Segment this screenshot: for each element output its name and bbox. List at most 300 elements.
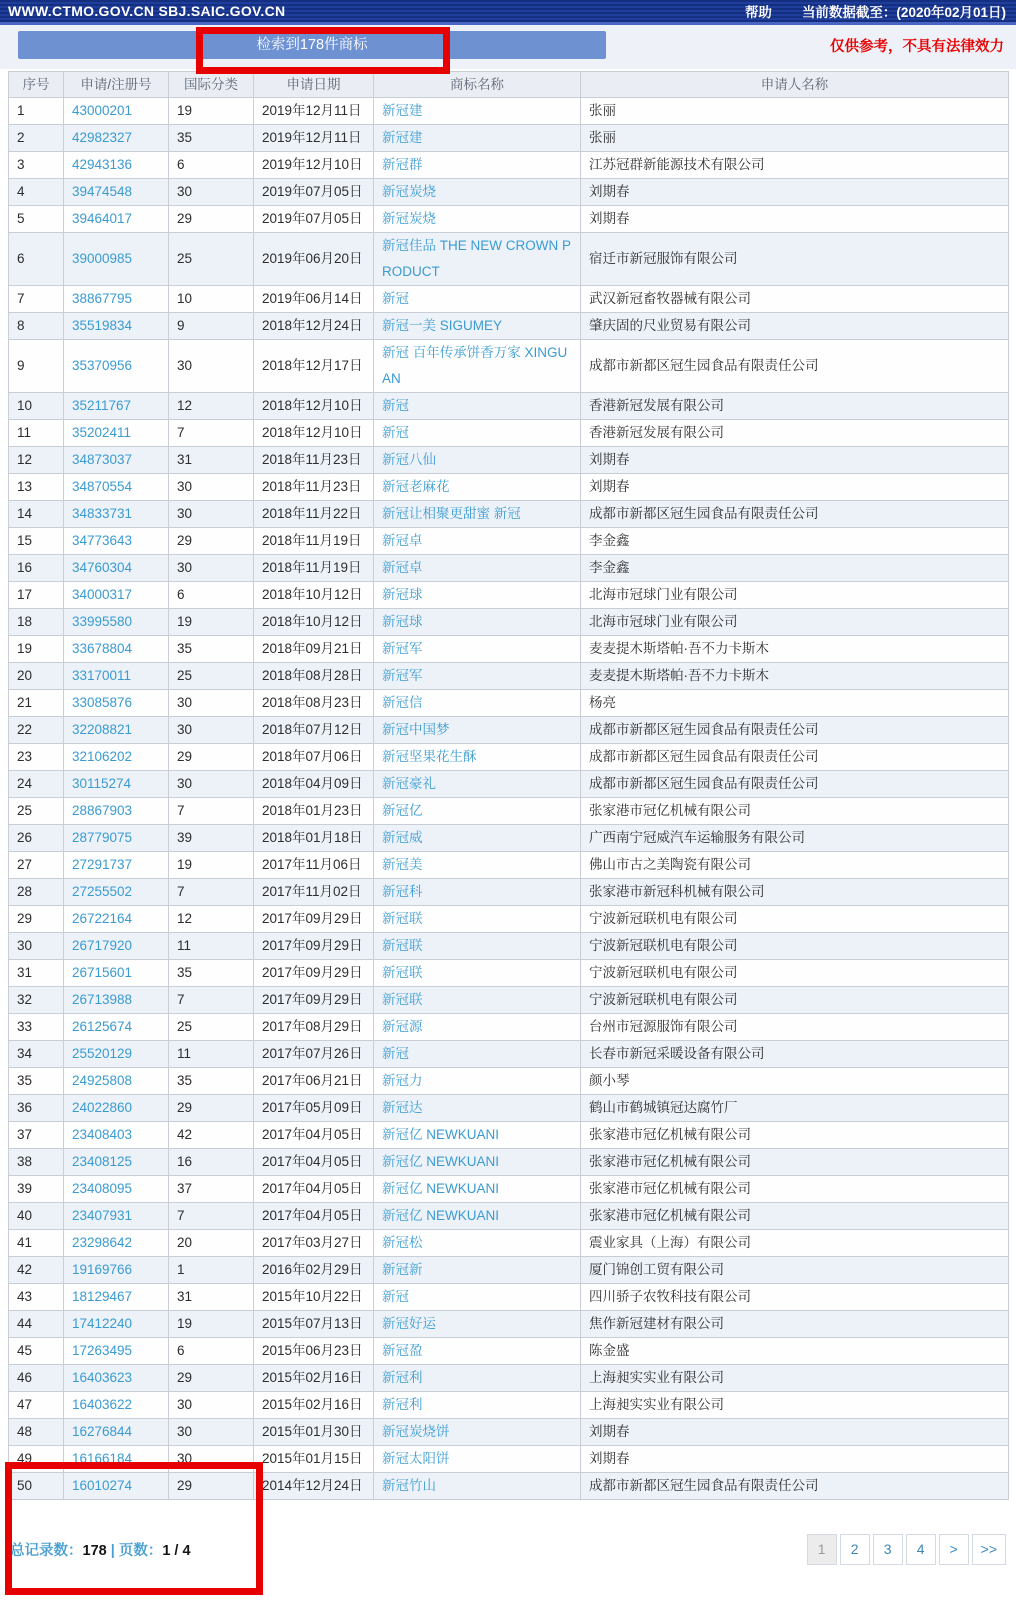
cell-applicant-name: 张家港市冠亿机械有限公司 bbox=[581, 798, 1009, 825]
table-row bbox=[9, 340, 1009, 393]
table-row bbox=[9, 987, 1009, 1014]
cell-intl-class: 1 bbox=[169, 1257, 254, 1284]
cell-app-number-link[interactable]: 27255502 bbox=[64, 879, 169, 906]
cell-apply-date: 2017年04月05日 bbox=[254, 1176, 374, 1203]
page-button-3[interactable]: 3 bbox=[873, 1534, 903, 1565]
cell-trademark-name-link[interactable]: 新冠 bbox=[374, 1041, 581, 1068]
cell-applicant-name: 张家港市冠亿机械有限公司 bbox=[581, 1149, 1009, 1176]
cell-seq: 47 bbox=[9, 1392, 64, 1419]
cell-trademark-name-link[interactable]: 新冠美 bbox=[374, 852, 581, 879]
cell-trademark-name-link[interactable]: 新冠 百年传承饼香万家 XINGUAN bbox=[374, 340, 581, 393]
footer-bar bbox=[10, 1534, 1006, 1565]
cell-apply-date: 2018年01月18日 bbox=[254, 825, 374, 852]
cell-trademark-name-link[interactable]: 新冠源 bbox=[374, 1014, 581, 1041]
cell-applicant-name: 长春市新冠采暖设备有限公司 bbox=[581, 1041, 1009, 1068]
table-row bbox=[9, 501, 1009, 528]
cell-applicant-name: 成都市新都区冠生园食品有限责任公司 bbox=[581, 501, 1009, 528]
cell-seq: 7 bbox=[9, 286, 64, 313]
table-row bbox=[9, 1176, 1009, 1203]
cell-intl-class: 35 bbox=[169, 1068, 254, 1095]
cell-intl-class: 6 bbox=[169, 152, 254, 179]
cell-applicant-name: 刘期春 bbox=[581, 206, 1009, 233]
table-row bbox=[9, 906, 1009, 933]
cell-app-number-link[interactable]: 26713988 bbox=[64, 987, 169, 1014]
cell-intl-class: 29 bbox=[169, 528, 254, 555]
help-link[interactable]: 帮助 bbox=[744, 5, 772, 20]
cell-intl-class: 29 bbox=[169, 206, 254, 233]
cell-trademark-name-link[interactable]: 新冠球 bbox=[374, 609, 581, 636]
cell-app-number-link[interactable]: 27291737 bbox=[64, 852, 169, 879]
table-row bbox=[9, 933, 1009, 960]
cell-trademark-name-link[interactable]: 新冠太阳饼 bbox=[374, 1446, 581, 1473]
cell-app-number-link[interactable]: 23408125 bbox=[64, 1149, 169, 1176]
cell-seq: 12 bbox=[9, 447, 64, 474]
cell-applicant-name: 宿迁市新冠服饰有限公司 bbox=[581, 233, 1009, 286]
cell-seq: 29 bbox=[9, 906, 64, 933]
cell-app-number-link[interactable]: 24022860 bbox=[64, 1095, 169, 1122]
cell-app-number-link[interactable]: 23298642 bbox=[64, 1230, 169, 1257]
cell-apply-date: 2015年06月23日 bbox=[254, 1338, 374, 1365]
cell-trademark-name-link[interactable]: 新冠联 bbox=[374, 933, 581, 960]
cell-app-number-link[interactable]: 25520129 bbox=[64, 1041, 169, 1068]
cell-app-number-link[interactable]: 23407931 bbox=[64, 1203, 169, 1230]
cell-applicant-name: 刘期春 bbox=[581, 447, 1009, 474]
cell-trademark-name-link[interactable]: 新冠建 bbox=[374, 98, 581, 125]
cell-seq: 21 bbox=[9, 690, 64, 717]
table-row bbox=[9, 98, 1009, 125]
cell-intl-class: 30 bbox=[169, 555, 254, 582]
results-tbody bbox=[9, 98, 1009, 1500]
table-row bbox=[9, 1122, 1009, 1149]
cell-apply-date: 2019年12月11日 bbox=[254, 125, 374, 152]
cell-applicant-name: 武汉新冠畜牧器械有限公司 bbox=[581, 286, 1009, 313]
cell-seq: 18 bbox=[9, 609, 64, 636]
col-header-trademark-name: 商标名称 bbox=[374, 72, 581, 98]
cell-app-number-link[interactable]: 32106202 bbox=[64, 744, 169, 771]
cell-seq: 8 bbox=[9, 313, 64, 340]
cell-app-number-link[interactable]: 34873037 bbox=[64, 447, 169, 474]
cell-applicant-name: 成都市新都区冠生园食品有限责任公司 bbox=[581, 744, 1009, 771]
cell-intl-class: 6 bbox=[169, 582, 254, 609]
cell-applicant-name: 李金鑫 bbox=[581, 528, 1009, 555]
cell-app-number-link[interactable]: 39464017 bbox=[64, 206, 169, 233]
cell-app-number-link[interactable]: 23408403 bbox=[64, 1122, 169, 1149]
cell-app-number-link[interactable]: 33678804 bbox=[64, 636, 169, 663]
cell-trademark-name-link[interactable]: 新冠 bbox=[374, 1284, 581, 1311]
cell-intl-class: 9 bbox=[169, 313, 254, 340]
page-button-1[interactable]: 1 bbox=[807, 1534, 837, 1565]
cell-seq: 49 bbox=[9, 1446, 64, 1473]
cell-apply-date: 2017年04月05日 bbox=[254, 1149, 374, 1176]
cell-trademark-name-link[interactable]: 新冠松 bbox=[374, 1230, 581, 1257]
cell-trademark-name-link[interactable]: 新冠炭烧饼 bbox=[374, 1419, 581, 1446]
cell-apply-date: 2018年11月23日 bbox=[254, 474, 374, 501]
cell-trademark-name-link[interactable]: 新冠卓 bbox=[374, 555, 581, 582]
cell-apply-date: 2018年10月12日 bbox=[254, 609, 374, 636]
table-row bbox=[9, 1284, 1009, 1311]
cell-apply-date: 2014年12月24日 bbox=[254, 1473, 374, 1500]
cell-applicant-name: 北海市冠球门业有限公司 bbox=[581, 582, 1009, 609]
cell-intl-class: 42 bbox=[169, 1122, 254, 1149]
cell-seq: 43 bbox=[9, 1284, 64, 1311]
cell-app-number-link[interactable]: 33170011 bbox=[64, 663, 169, 690]
top-bar-right bbox=[745, 1, 1006, 21]
cell-app-number-link[interactable]: 34000317 bbox=[64, 582, 169, 609]
cell-intl-class: 10 bbox=[169, 286, 254, 313]
cell-intl-class: 11 bbox=[169, 933, 254, 960]
cell-intl-class: 16 bbox=[169, 1149, 254, 1176]
table-row bbox=[9, 313, 1009, 340]
cell-intl-class: 7 bbox=[169, 798, 254, 825]
cell-intl-class: 20 bbox=[169, 1230, 254, 1257]
cell-trademark-name-link[interactable]: 新冠亿 NEWKUANI bbox=[374, 1122, 581, 1149]
table-row bbox=[9, 960, 1009, 987]
cell-apply-date: 2018年07月06日 bbox=[254, 744, 374, 771]
cell-intl-class: 7 bbox=[169, 879, 254, 906]
cell-seq: 42 bbox=[9, 1257, 64, 1284]
cell-app-number-link[interactable]: 17263495 bbox=[64, 1338, 169, 1365]
page-button-4[interactable]: 4 bbox=[906, 1534, 936, 1565]
cell-trademark-name-link[interactable]: 新冠亿 NEWKUANI bbox=[374, 1203, 581, 1230]
total-records-label: 总记录数： bbox=[10, 1543, 83, 1559]
summary-divider: | bbox=[110, 1543, 115, 1559]
cell-applicant-name: 佛山市古之美陶瓷有限公司 bbox=[581, 852, 1009, 879]
cell-app-number-link[interactable]: 30115274 bbox=[64, 771, 169, 798]
cell-applicant-name: 张家港市冠亿机械有限公司 bbox=[581, 1176, 1009, 1203]
cell-app-number-link[interactable]: 28779075 bbox=[64, 825, 169, 852]
cell-trademark-name-link[interactable]: 新冠好运 bbox=[374, 1311, 581, 1338]
cell-intl-class: 30 bbox=[169, 1392, 254, 1419]
cell-apply-date: 2017年03月27日 bbox=[254, 1230, 374, 1257]
cell-trademark-name-link[interactable]: 新冠科 bbox=[374, 879, 581, 906]
cell-apply-date: 2017年09月29日 bbox=[254, 987, 374, 1014]
table-row bbox=[9, 825, 1009, 852]
data-cutoff-text: 当前数据截至：(2020年02月01日) bbox=[801, 5, 1006, 20]
cell-apply-date: 2018年01月23日 bbox=[254, 798, 374, 825]
cell-trademark-name-link[interactable]: 新冠联 bbox=[374, 987, 581, 1014]
cell-seq: 35 bbox=[9, 1068, 64, 1095]
cell-trademark-name-link[interactable]: 新冠新 bbox=[374, 1257, 581, 1284]
table-row bbox=[9, 852, 1009, 879]
cell-apply-date: 2017年09月29日 bbox=[254, 960, 374, 987]
cell-applicant-name: 鹤山市鹤城镇冠达腐竹厂 bbox=[581, 1095, 1009, 1122]
cell-applicant-name: 张家港市冠亿机械有限公司 bbox=[581, 1122, 1009, 1149]
cell-intl-class: 30 bbox=[169, 340, 254, 393]
cell-app-number-link[interactable]: 42982327 bbox=[64, 125, 169, 152]
table-row bbox=[9, 1419, 1009, 1446]
cell-applicant-name: 陈金盛 bbox=[581, 1338, 1009, 1365]
cell-trademark-name-link[interactable]: 新冠联 bbox=[374, 960, 581, 987]
cell-apply-date: 2017年09月29日 bbox=[254, 906, 374, 933]
cell-intl-class: 30 bbox=[169, 717, 254, 744]
col-header-intl-class: 国际分类 bbox=[169, 72, 254, 98]
cell-app-number-link[interactable]: 17412240 bbox=[64, 1311, 169, 1338]
table-row bbox=[9, 1311, 1009, 1338]
cell-trademark-name-link[interactable]: 新冠一美 SIGUMEY bbox=[374, 313, 581, 340]
cell-seq: 45 bbox=[9, 1338, 64, 1365]
cell-seq: 16 bbox=[9, 555, 64, 582]
cell-app-number-link[interactable]: 32208821 bbox=[64, 717, 169, 744]
cell-app-number-link[interactable]: 26717920 bbox=[64, 933, 169, 960]
cell-seq: 41 bbox=[9, 1230, 64, 1257]
cell-apply-date: 2019年06月20日 bbox=[254, 233, 374, 286]
cell-trademark-name-link[interactable]: 新冠 bbox=[374, 286, 581, 313]
cell-trademark-name-link[interactable]: 新冠 bbox=[374, 393, 581, 420]
cell-applicant-name: 成都市新都区冠生园食品有限责任公司 bbox=[581, 771, 1009, 798]
site-domains: WWW.CTMO.GOV.CN SBJ.SAIC.GOV.CN bbox=[8, 3, 286, 19]
table-row bbox=[9, 1203, 1009, 1230]
cell-seq: 19 bbox=[9, 636, 64, 663]
cell-intl-class: 12 bbox=[169, 393, 254, 420]
cell-seq: 34 bbox=[9, 1041, 64, 1068]
banner-section bbox=[0, 25, 1016, 69]
cell-trademark-name-link[interactable]: 新冠群 bbox=[374, 152, 581, 179]
cell-applicant-name: 香港新冠发展有限公司 bbox=[581, 393, 1009, 420]
cell-seq: 44 bbox=[9, 1311, 64, 1338]
cell-trademark-name-link[interactable]: 新冠佳品 THE NEW CROWN PRODUCT bbox=[374, 233, 581, 286]
cell-apply-date: 2018年09月21日 bbox=[254, 636, 374, 663]
table-row bbox=[9, 1365, 1009, 1392]
cell-seq: 33 bbox=[9, 1014, 64, 1041]
cell-app-number-link[interactable]: 34833731 bbox=[64, 501, 169, 528]
cell-intl-class: 7 bbox=[169, 987, 254, 1014]
table-row bbox=[9, 1257, 1009, 1284]
cell-applicant-name: 成都市新都区冠生园食品有限责任公司 bbox=[581, 717, 1009, 744]
cell-seq: 37 bbox=[9, 1122, 64, 1149]
cell-seq: 4 bbox=[9, 179, 64, 206]
cell-app-number-link[interactable]: 28867903 bbox=[64, 798, 169, 825]
table-row bbox=[9, 1338, 1009, 1365]
cell-applicant-name: 厦门锦创工贸有限公司 bbox=[581, 1257, 1009, 1284]
cell-trademark-name-link[interactable]: 新冠联 bbox=[374, 906, 581, 933]
cell-seq: 26 bbox=[9, 825, 64, 852]
cell-app-number-link[interactable]: 35370956 bbox=[64, 340, 169, 393]
cell-trademark-name-link[interactable]: 新冠军 bbox=[374, 663, 581, 690]
cell-applicant-name: 广西南宁冠威汽车运输服务有限公司 bbox=[581, 825, 1009, 852]
table-row bbox=[9, 528, 1009, 555]
cell-seq: 39 bbox=[9, 1176, 64, 1203]
cell-applicant-name: 刘期春 bbox=[581, 179, 1009, 206]
cell-applicant-name: 肇庆固的尺业贸易有限公司 bbox=[581, 313, 1009, 340]
cell-applicant-name: 成都市新都区冠生园食品有限责任公司 bbox=[581, 340, 1009, 393]
cell-app-number-link[interactable]: 33995580 bbox=[64, 609, 169, 636]
table-row bbox=[9, 690, 1009, 717]
cell-app-number-link[interactable]: 34870554 bbox=[64, 474, 169, 501]
cell-intl-class: 35 bbox=[169, 636, 254, 663]
cell-apply-date: 2015年02月16日 bbox=[254, 1392, 374, 1419]
cell-app-number-link[interactable]: 34760304 bbox=[64, 555, 169, 582]
cell-app-number-link[interactable]: 42943136 bbox=[64, 152, 169, 179]
cell-app-number-link[interactable]: 16403623 bbox=[64, 1365, 169, 1392]
pagination bbox=[804, 1534, 1006, 1565]
cell-trademark-name-link[interactable]: 新冠豪礼 bbox=[374, 771, 581, 798]
cell-trademark-name-link[interactable]: 新冠利 bbox=[374, 1392, 581, 1419]
cell-intl-class: 11 bbox=[169, 1041, 254, 1068]
cell-apply-date: 2019年07月05日 bbox=[254, 206, 374, 233]
cell-seq: 30 bbox=[9, 933, 64, 960]
cell-app-number-link[interactable]: 39474548 bbox=[64, 179, 169, 206]
table-row bbox=[9, 233, 1009, 286]
cell-app-number-link[interactable]: 16276844 bbox=[64, 1419, 169, 1446]
cell-applicant-name: 麦麦提木斯塔帕·吾不力卡斯木 bbox=[581, 636, 1009, 663]
cell-trademark-name-link[interactable]: 新冠八仙 bbox=[374, 447, 581, 474]
cell-applicant-name: 香港新冠发展有限公司 bbox=[581, 420, 1009, 447]
cell-app-number-link[interactable]: 26125674 bbox=[64, 1014, 169, 1041]
cell-trademark-name-link[interactable]: 新冠卓 bbox=[374, 528, 581, 555]
cell-trademark-name-link[interactable]: 新冠建 bbox=[374, 125, 581, 152]
cell-trademark-name-link[interactable]: 新冠老麻花 bbox=[374, 474, 581, 501]
page-count-value: 1 / 4 bbox=[162, 1543, 191, 1559]
cell-trademark-name-link[interactable]: 新冠炭烧 bbox=[374, 179, 581, 206]
cell-seq: 22 bbox=[9, 717, 64, 744]
cell-apply-date: 2018年08月28日 bbox=[254, 663, 374, 690]
cell-app-number-link[interactable]: 35202411 bbox=[64, 420, 169, 447]
table-row bbox=[9, 125, 1009, 152]
cell-apply-date: 2017年06月21日 bbox=[254, 1068, 374, 1095]
cell-trademark-name-link[interactable]: 新冠军 bbox=[374, 636, 581, 663]
page-last-button[interactable]: >> bbox=[972, 1534, 1006, 1565]
cell-trademark-name-link[interactable]: 新冠力 bbox=[374, 1068, 581, 1095]
cell-applicant-name: 宁波新冠联机电有限公司 bbox=[581, 906, 1009, 933]
table-row bbox=[9, 609, 1009, 636]
cell-app-number-link[interactable]: 16010274 bbox=[64, 1473, 169, 1500]
cell-trademark-name-link[interactable]: 新冠中国梦 bbox=[374, 717, 581, 744]
cell-trademark-name-link[interactable]: 新冠利 bbox=[374, 1365, 581, 1392]
cell-applicant-name: 震业家具（上海）有限公司 bbox=[581, 1230, 1009, 1257]
table-row bbox=[9, 771, 1009, 798]
table-row bbox=[9, 1095, 1009, 1122]
cell-trademark-name-link[interactable]: 新冠亿 NEWKUANI bbox=[374, 1149, 581, 1176]
cell-intl-class: 39 bbox=[169, 825, 254, 852]
cell-applicant-name: 上海昶实实业有限公司 bbox=[581, 1392, 1009, 1419]
cell-intl-class: 19 bbox=[169, 852, 254, 879]
cell-seq: 32 bbox=[9, 987, 64, 1014]
cell-trademark-name-link[interactable]: 新冠威 bbox=[374, 825, 581, 852]
cell-apply-date: 2016年02月29日 bbox=[254, 1257, 374, 1284]
table-row bbox=[9, 582, 1009, 609]
table-header-row bbox=[9, 72, 1009, 98]
cell-app-number-link[interactable]: 18129467 bbox=[64, 1284, 169, 1311]
cell-trademark-name-link[interactable]: 新冠炭烧 bbox=[374, 206, 581, 233]
cell-intl-class: 35 bbox=[169, 960, 254, 987]
legal-disclaimer-text: 仅供参考，不具有法律效力 bbox=[830, 38, 1004, 55]
cell-seq: 27 bbox=[9, 852, 64, 879]
cell-app-number-link[interactable]: 33085876 bbox=[64, 690, 169, 717]
cell-app-number-link[interactable]: 35519834 bbox=[64, 313, 169, 340]
table-row bbox=[9, 474, 1009, 501]
cell-trademark-name-link[interactable]: 新冠达 bbox=[374, 1095, 581, 1122]
cell-apply-date: 2018年11月23日 bbox=[254, 447, 374, 474]
cell-apply-date: 2019年12月11日 bbox=[254, 98, 374, 125]
cell-applicant-name: 张家港市新冠科机械有限公司 bbox=[581, 879, 1009, 906]
col-header-app-number: 申请/注册号 bbox=[64, 72, 169, 98]
cell-seq: 5 bbox=[9, 206, 64, 233]
cell-app-number-link[interactable]: 24925808 bbox=[64, 1068, 169, 1095]
cell-intl-class: 7 bbox=[169, 420, 254, 447]
cell-seq: 11 bbox=[9, 420, 64, 447]
cell-intl-class: 37 bbox=[169, 1176, 254, 1203]
cell-apply-date: 2017年09月29日 bbox=[254, 933, 374, 960]
table-row bbox=[9, 206, 1009, 233]
cell-intl-class: 29 bbox=[169, 744, 254, 771]
cell-apply-date: 2018年04月09日 bbox=[254, 771, 374, 798]
cell-app-number-link[interactable]: 38867795 bbox=[64, 286, 169, 313]
cell-trademark-name-link[interactable]: 新冠亿 NEWKUANI bbox=[374, 1176, 581, 1203]
cell-app-number-link[interactable]: 19169766 bbox=[64, 1257, 169, 1284]
cell-seq: 10 bbox=[9, 393, 64, 420]
page-button-2[interactable]: 2 bbox=[840, 1534, 870, 1565]
cell-apply-date: 2019年06月14日 bbox=[254, 286, 374, 313]
table-row bbox=[9, 1473, 1009, 1500]
page-next-button[interactable]: > bbox=[939, 1534, 969, 1565]
cell-seq: 17 bbox=[9, 582, 64, 609]
cell-app-number-link[interactable]: 35211767 bbox=[64, 393, 169, 420]
cell-applicant-name: 刘期春 bbox=[581, 1446, 1009, 1473]
cell-app-number-link[interactable]: 26722164 bbox=[64, 906, 169, 933]
cell-applicant-name: 张家港市冠亿机械有限公司 bbox=[581, 1203, 1009, 1230]
cell-intl-class: 30 bbox=[169, 1446, 254, 1473]
cell-app-number-link[interactable]: 26715601 bbox=[64, 960, 169, 987]
cell-app-number-link[interactable]: 23408095 bbox=[64, 1176, 169, 1203]
cell-trademark-name-link[interactable]: 新冠盈 bbox=[374, 1338, 581, 1365]
cell-apply-date: 2019年12月10日 bbox=[254, 152, 374, 179]
cell-trademark-name-link[interactable]: 新冠让相聚更甜蜜 新冠 bbox=[374, 501, 581, 528]
total-records-value: 178 bbox=[82, 1543, 107, 1559]
cell-intl-class: 6 bbox=[169, 1338, 254, 1365]
cell-seq: 28 bbox=[9, 879, 64, 906]
cell-seq: 13 bbox=[9, 474, 64, 501]
cell-seq: 2 bbox=[9, 125, 64, 152]
cell-apply-date: 2015年01月15日 bbox=[254, 1446, 374, 1473]
table-row bbox=[9, 286, 1009, 313]
page-count-label: 页数： bbox=[118, 1543, 163, 1559]
cell-intl-class: 35 bbox=[169, 125, 254, 152]
table-row bbox=[9, 555, 1009, 582]
cell-seq: 25 bbox=[9, 798, 64, 825]
table-row bbox=[9, 798, 1009, 825]
table-row bbox=[9, 1068, 1009, 1095]
cell-apply-date: 2017年08月29日 bbox=[254, 1014, 374, 1041]
table-row bbox=[9, 1149, 1009, 1176]
cell-seq: 40 bbox=[9, 1203, 64, 1230]
cell-seq: 46 bbox=[9, 1365, 64, 1392]
cell-seq: 20 bbox=[9, 663, 64, 690]
cell-seq: 50 bbox=[9, 1473, 64, 1500]
cell-intl-class: 30 bbox=[169, 1419, 254, 1446]
cell-trademark-name-link[interactable]: 新冠信 bbox=[374, 690, 581, 717]
cell-trademark-name-link[interactable]: 新冠坚果花生酥 bbox=[374, 744, 581, 771]
cell-trademark-name-link[interactable]: 新冠亿 bbox=[374, 798, 581, 825]
cell-applicant-name: 宁波新冠联机电有限公司 bbox=[581, 933, 1009, 960]
cell-seq: 6 bbox=[9, 233, 64, 286]
table-row bbox=[9, 1041, 1009, 1068]
cell-seq: 14 bbox=[9, 501, 64, 528]
cell-intl-class: 19 bbox=[169, 98, 254, 125]
cell-trademark-name-link[interactable]: 新冠球 bbox=[374, 582, 581, 609]
cell-trademark-name-link[interactable]: 新冠 bbox=[374, 420, 581, 447]
table-row bbox=[9, 744, 1009, 771]
cell-app-number-link[interactable]: 16166184 bbox=[64, 1446, 169, 1473]
table-row bbox=[9, 1014, 1009, 1041]
cell-seq: 9 bbox=[9, 340, 64, 393]
cell-applicant-name: 宁波新冠联机电有限公司 bbox=[581, 987, 1009, 1014]
cell-app-number-link[interactable]: 39000985 bbox=[64, 233, 169, 286]
cell-trademark-name-link[interactable]: 新冠竹山 bbox=[374, 1473, 581, 1500]
cell-app-number-link[interactable]: 16403622 bbox=[64, 1392, 169, 1419]
cell-app-number-link[interactable]: 34773643 bbox=[64, 528, 169, 555]
cell-applicant-name: 颜小琴 bbox=[581, 1068, 1009, 1095]
cell-app-number-link[interactable]: 43000201 bbox=[64, 98, 169, 125]
